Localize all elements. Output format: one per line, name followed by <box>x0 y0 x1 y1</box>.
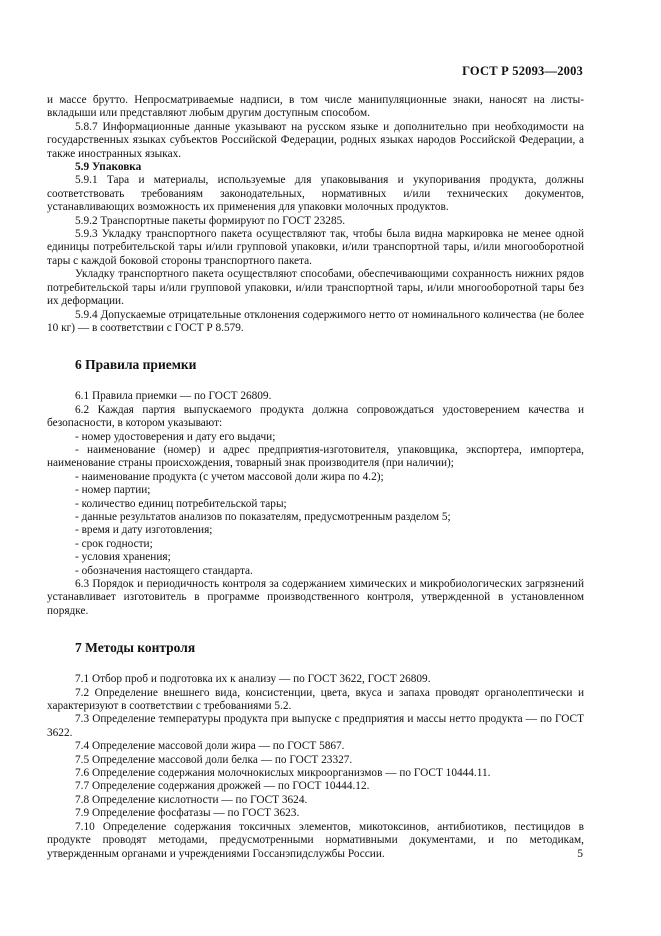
paragraph-7-4: 7.4 Определение массовой доли жира — по ГОСТ 5867. <box>75 740 345 753</box>
page-number: 5 <box>577 848 583 860</box>
list-item: - обозначения настоящего стандарта. <box>75 564 253 577</box>
paragraph-5-9-4: 5.9.4 Допускаемые отрицательные отклонения содержимого нетто от номинального количества (не более 10 кг) — в соответствии с ГОСТ Р 8.579. <box>47 308 584 334</box>
paragraph-7-8: 7.8 Определение кислотности — по ГОСТ 3624. <box>75 793 308 806</box>
paragraph-6-2: 6.2 Каждая партия выпускаемого продукта должна сопровождаться удостоверением качества и безопасности, в котором указывают: <box>47 403 584 430</box>
page-content <box>47 94 584 861</box>
paragraph-7-6: 7.6 Определение содержания молочнокислых микроорганизмов — по ГОСТ 10444.11. <box>75 767 491 780</box>
list-item: - номер удостоверения и дату его выдачи; <box>75 430 276 443</box>
list-item: - данные результатов анализов по показателям, предусмотренным разделом 5; <box>75 510 451 523</box>
paragraph-7-9: 7.9 Определение фосфатазы — по ГОСТ 3623. <box>75 807 300 820</box>
paragraph-5-9-2: 5.9.2 Транспортные пакеты формируют по ГОСТ 23285. <box>75 214 346 227</box>
list-item: - количество единиц потребительской тары; <box>75 497 287 510</box>
document-header: ГОСТ Р 52093—2003 <box>462 64 583 78</box>
list-item: - наименование продукта (с учетом массовой доли жира по 4.2); <box>75 470 384 483</box>
paragraph-5-9-3: 5.9.3 Укладку транспортного пакета осуществляют так, чтобы была видна маркировка не менее одной единицы потребительской тары и/или групповой упаковки, и/или транспортной тары, и/или многооборотной тары с каждой боковой стороны транспортного пакета. <box>47 228 584 267</box>
paragraph-7-5: 7.5 Определение массовой доли белка — по ГОСТ 23327. <box>75 753 353 766</box>
list-item: - наименование (номер) и адрес предприятия-изготовителя, упаковщика, экспортера, импортера, наименование страны происхождения, товарный знак производителя (при наличии); <box>47 443 584 470</box>
paragraph-5-9-1: 5.9.1 Тара и материалы, используемые для упаковывания и укупоривания продукта, должны соответствовать требованиям законодательных, нормативных и/или технических документов, устанавливающих возможность их применения для упаковки молочных продуктов. <box>47 174 584 214</box>
paragraph-7-2: 7.2 Определение внешнего вида, консистенции, цвета, вкуса и запаха проводят органолептически и характеризуют в соответствии с требованиями 5.2. <box>47 686 584 713</box>
subsection-title-5-9: 5.9 Упаковка <box>75 161 142 174</box>
section-title-6: 6 Правила приемки <box>75 357 197 373</box>
list-item: - условия хранения; <box>75 551 171 564</box>
paragraph-7-1: 7.1 Отбор проб и подготовка их к анализу — по ГОСТ 3622, ГОСТ 26809. <box>75 673 431 686</box>
paragraph-continuation: и массе брутто. Непросматриваемые надписи, в том числе манипуляционные знаки, наносят на листы-вкладыши или представляют любым другим доступным способом. <box>47 94 584 120</box>
paragraph-5-9-3-b: Укладку транспортного пакета осуществляют способами, обеспечивающими сохранность нижних рядов потребительской тары и/или групповой упаковки, и/или транспортной тары, и/или многооборотной тары без их деформации. <box>47 268 584 308</box>
paragraph-6-1: 6.1 Правила приемки — по ГОСТ 26809. <box>75 390 272 403</box>
list-item: - время и дату изготовления; <box>75 524 213 537</box>
paragraph-7-10: 7.10 Определение содержания токсичных элементов, микотоксинов, антибиотиков, пестицидов в продукте проводят методами, предусмотренными нормативными документами, и по методикам, утвержденным органами и учреждениями Госсанэпидслужбы России. <box>47 820 584 860</box>
paragraph-6-3: 6.3 Порядок и периодичность контроля за содержанием химических и микробиологических загрязнений устанавливает изготовитель в программе производственного контроля, утвержденной в установленном порядке. <box>47 578 584 617</box>
list-item: - срок годности; <box>75 537 153 550</box>
section-title-7: 7 Методы контроля <box>75 640 196 656</box>
list-item: - номер партии; <box>75 484 151 497</box>
paragraph-7-7: 7.7 Определение содержания дрожжей — по ГОСТ 10444.12. <box>75 780 370 793</box>
paragraph-5-8-7: 5.8.7 Информационные данные указывают на русском языке и дополнительно при необходимости на государственных языках субъектов Российской Федерации, родных языках народов Российской Федерации, а также иностранных языках. <box>47 120 584 160</box>
paragraph-7-3: 7.3 Определение температуры продукта при выпуске с предприятия и массы нетто продукта — по ГОСТ 3622. <box>47 713 584 739</box>
